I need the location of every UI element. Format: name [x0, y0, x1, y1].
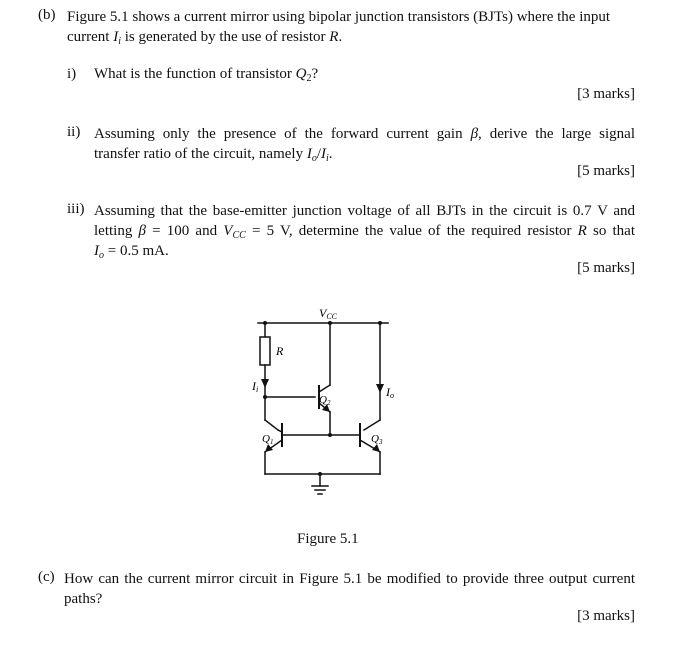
figure-caption: Figure 5.1: [297, 531, 359, 547]
part-b-line1: Figure 5.1 shows a current mirror using bipolar junction transistors (BJTs) where the input: [67, 9, 611, 25]
part-b-label: (b): [38, 7, 56, 23]
question-ii-line1: Assuming only the presence of the forward current gain β, derive the large signal: [94, 126, 635, 142]
io-label: Io: [386, 385, 394, 400]
question-iii-line1: Assuming that the base-emitter junction voltage of all BJTs in the circuit is 0.7 V and: [94, 203, 635, 219]
question-iii-marks: [5 marks]: [577, 260, 635, 276]
ii-label: Ii: [252, 379, 259, 394]
vcc-label: VCC: [319, 306, 338, 321]
question-i-text: What is the function of transistor $Q_2$?: [94, 66, 319, 84]
part-c-label: (c): [38, 569, 55, 585]
r-label: R: [276, 344, 284, 358]
current-io-arrow: [376, 384, 384, 393]
question-iii-line3: $I_o = 0.5$ mA.: [94, 243, 169, 261]
question-ii-marks: [5 marks]: [577, 163, 635, 179]
question-iii-line2: letting β = 100 and $V_{CC} = 5$ V, determine the value of the required resistor R so that: [94, 223, 635, 241]
q1-label: Q1: [262, 433, 274, 446]
part-b-line2: current $I_i$ is generated by the use of resistor R.: [67, 29, 343, 47]
resistor-r: [260, 337, 270, 365]
q3-label: Q3: [371, 433, 383, 446]
question-i-label: i): [67, 66, 77, 82]
part-c-marks: [3 marks]: [577, 608, 635, 624]
question-ii-label: ii): [67, 124, 81, 140]
question-iii-label: iii): [67, 201, 85, 217]
part-c-line1: How can the current mirror circuit in Figure 5.1 be modified to provide three output current: [64, 571, 635, 587]
question-ii-line2: transfer ratio of the circuit, namely $I_o/I_i$.: [94, 146, 333, 164]
question-i-marks: [3 marks]: [577, 86, 635, 102]
current-ii-arrow: [261, 379, 269, 388]
q2-label: Q2: [319, 394, 331, 407]
part-c-line2: paths?: [64, 591, 103, 607]
part-c-text: [64, 569, 635, 609]
